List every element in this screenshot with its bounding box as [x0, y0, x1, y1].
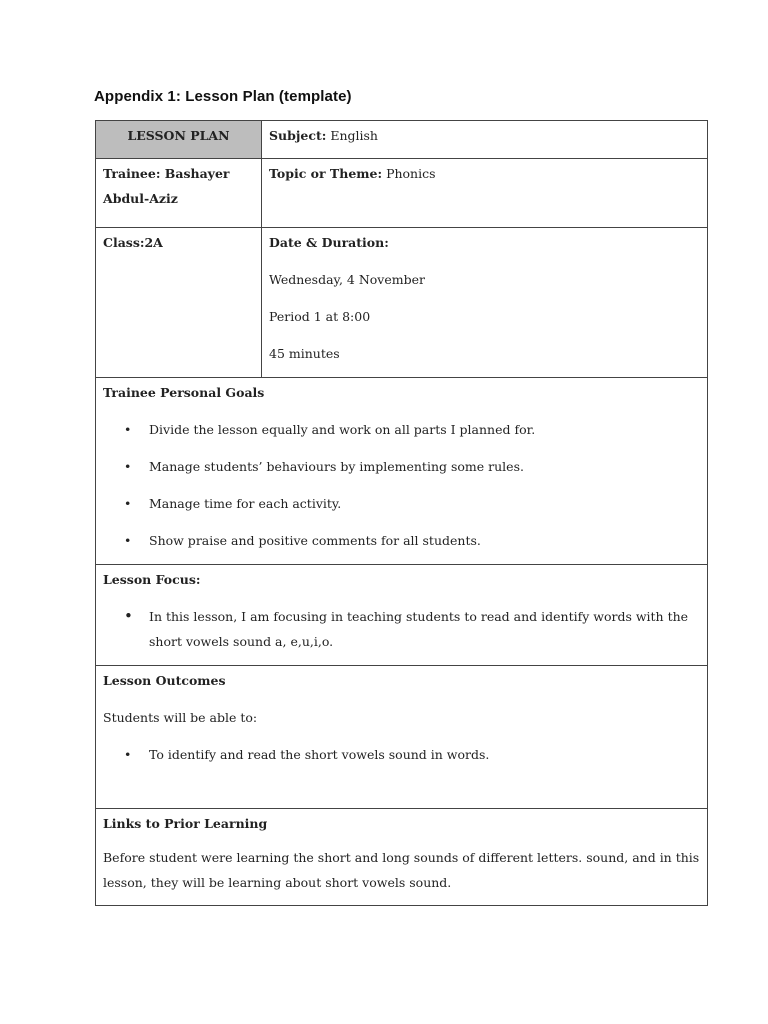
lesson-plan-table	[95, 120, 708, 906]
lesson-outcomes-cell	[96, 666, 708, 809]
bullet-icon: •	[124, 422, 132, 437]
list-item	[103, 417, 700, 442]
bullet-icon: •	[124, 459, 132, 474]
list-item	[103, 742, 700, 767]
trainee-label: Trainee: Bashayer	[103, 166, 230, 181]
focus-text-line2: short vowels sound a, e,u,i,o.	[149, 634, 334, 649]
prior-learning-text	[103, 845, 700, 895]
table-row	[96, 809, 708, 906]
prior-learning-cell	[96, 809, 708, 906]
table-row	[96, 159, 708, 228]
bullet-icon: •	[124, 533, 132, 548]
table-row	[96, 565, 708, 666]
lesson-focus-list	[103, 604, 700, 654]
subject-label: Subject:	[269, 128, 327, 143]
personal-goals-list	[103, 417, 700, 553]
trainee-cell	[96, 159, 262, 228]
topic-cell	[262, 159, 708, 228]
document-heading: Appendix 1: Lesson Plan (template)	[94, 88, 352, 105]
lesson-duration: 45 minutes	[269, 346, 340, 361]
prior-learning-line1: Before student were learning the short and long sounds of different letters. sound, and in this	[103, 850, 700, 865]
lesson-outcomes-list	[103, 742, 700, 767]
outcomes-intro: Students will be able to:	[103, 710, 258, 725]
class-label: Class:2A	[103, 235, 163, 250]
personal-goals-title: Trainee Personal Goals	[103, 385, 265, 400]
personal-goals-cell	[96, 378, 708, 565]
bullet-icon: •	[124, 607, 133, 625]
topic-label: Topic or Theme:	[269, 166, 383, 181]
subject-value: English	[330, 128, 378, 143]
goal-text: Manage students’ behaviours by implementing some rules.	[149, 459, 524, 474]
class-cell	[96, 228, 262, 378]
prior-learning-title: Links to Prior Learning	[103, 816, 268, 831]
bullet-icon: •	[124, 747, 132, 762]
lesson-period: Period 1 at 8:00	[269, 309, 371, 324]
lesson-focus-title: Lesson Focus:	[103, 572, 201, 587]
table-row	[96, 378, 708, 565]
trainee-name-line2: Abdul-Aziz	[103, 191, 178, 206]
table-row	[96, 666, 708, 809]
bullet-icon: •	[124, 496, 132, 511]
table-row	[96, 228, 708, 378]
list-item	[103, 491, 700, 516]
goal-text: Manage time for each activity.	[149, 496, 342, 511]
lesson-date: Wednesday, 4 November	[269, 272, 425, 287]
lesson-plan-label: LESSON PLAN	[127, 128, 230, 143]
lesson-plan-header-cell	[96, 121, 262, 159]
lesson-focus-cell	[96, 565, 708, 666]
subject-cell	[262, 121, 708, 159]
focus-text-line1: In this lesson, I am focusing in teaching students to read and identify words with the	[149, 609, 689, 624]
lesson-outcomes-title: Lesson Outcomes	[103, 673, 226, 688]
topic-value: Phonics	[386, 166, 436, 181]
date-duration-label: Date & Duration:	[269, 235, 389, 250]
outcome-text: To identify and read the short vowels sound in words.	[149, 747, 490, 762]
list-item	[103, 454, 700, 479]
goal-text: Divide the lesson equally and work on all parts I planned for.	[149, 422, 536, 437]
list-item	[103, 528, 700, 553]
goal-text: Show praise and positive comments for all students.	[149, 533, 481, 548]
table-row	[96, 121, 708, 159]
prior-learning-line2: lesson, they will be learning about short vowels sound.	[103, 875, 452, 890]
date-duration-cell	[262, 228, 708, 378]
list-item	[103, 604, 700, 654]
